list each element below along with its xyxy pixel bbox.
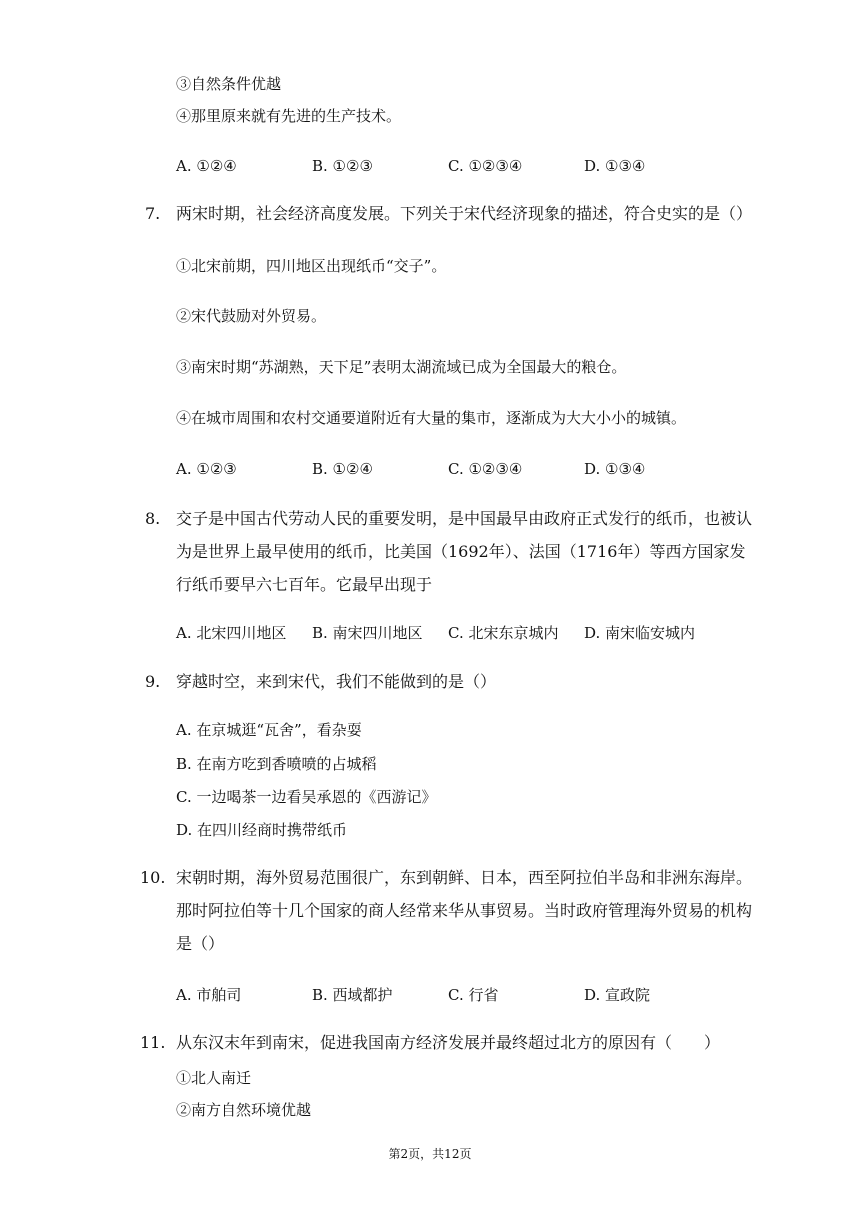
q10-stem-line-1: 宋朝时期，海外贸易范围很广，东到朝鲜、日本，西至阿拉伯半岛和非洲东海岸。: [176, 868, 753, 887]
q7-option-c: C. ①②③④: [448, 460, 523, 478]
q9-stem: 穿越时空，来到宋代，我们不能做到的是（）: [176, 672, 497, 691]
q10-stem-line-2: 那时阿拉伯等十几个国家的商人经常来华从事贸易。当时政府管理海外贸易的机构: [176, 901, 753, 920]
page-footer: 第2页，共12页: [388, 1147, 472, 1161]
q7-item-4: ④在城市周围和农村交通要道附近有大量的集市，逐渐成为大大小小的城镇。: [176, 409, 687, 427]
q8-stem-line-1: 交子是中国古代劳动人民的重要发明，是中国最早由政府正式发行的纸币，也被认: [176, 509, 753, 528]
q7-item-3: ③南宋时期“苏湖熟，天下足”表明太湖流域已成为全国最大的粮仓。: [176, 358, 627, 376]
q6-option-c: C. ①②③④: [448, 157, 523, 175]
q10-option-a: A. 市舶司: [176, 986, 242, 1004]
q7-stem: 两宋时期，社会经济高度发展。下列关于宋代经济现象的描述，符合史实的是（）: [176, 204, 753, 223]
q8-number: 8.: [145, 509, 161, 528]
q8-option-d: D. 南宋临安城内: [584, 624, 696, 642]
q10-option-d: D. 宣政院: [584, 986, 651, 1004]
q9-option-d: D. 在四川经商时携带纸币: [176, 821, 348, 839]
q7-item-1: ①北宋前期，四川地区出现纸币“交子”。: [176, 257, 447, 275]
q8-option-b: B. 南宋四川地区: [312, 624, 423, 642]
q6-option-b: B. ①②③: [312, 157, 373, 175]
q8-option-c: C. 北宋东京城内: [448, 624, 559, 642]
q11-number: 11.: [140, 1033, 166, 1052]
q8-option-a: A. 北宋四川地区: [176, 624, 287, 642]
q7-option-b: B. ①②④: [312, 460, 373, 478]
q9-option-a: A. 在京城逛“瓦舍”，看杂耍: [176, 721, 362, 739]
q10-option-c: C. 行省: [448, 986, 499, 1004]
q11-item-2: ②南方自然环境优越: [176, 1101, 312, 1119]
q6-item-3: ③自然条件优越: [176, 75, 282, 93]
q8-stem-line-2: 为是世界上最早使用的纸币，比美国（1692年）、法国（1716年）等西方国家发: [176, 542, 746, 561]
q6-option-d: D. ①③④: [584, 157, 646, 175]
q6-option-a: A. ①②④: [176, 157, 237, 175]
q7-number: 7.: [145, 204, 161, 223]
q11-item-1: ①北人南迁: [176, 1069, 252, 1087]
q9-option-c: C. 一边喝茶一边看吴承恩的《西游记》: [176, 788, 437, 806]
q10-stem-line-3: 是（）: [176, 934, 225, 953]
q7-option-d: D. ①③④: [584, 460, 646, 478]
q8-stem-line-3: 行纸币要早六七百年。它最早出现于: [176, 575, 433, 594]
q9-number: 9.: [145, 672, 161, 691]
q10-number: 10.: [140, 868, 166, 887]
q7-option-a: A. ①②③: [176, 460, 237, 478]
q9-option-b: B. 在南方吃到香喷喷的占城稻: [176, 755, 377, 773]
q6-item-4: ④那里原来就有先进的生产技术。: [176, 107, 402, 125]
q11-stem: 从东汉末年到南宋，促进我国南方经济发展并最终超过北方的原因有（ ）: [176, 1033, 721, 1052]
q7-item-2: ②宋代鼓励对外贸易。: [176, 307, 327, 325]
q10-option-b: B. 西域都护: [312, 986, 393, 1004]
